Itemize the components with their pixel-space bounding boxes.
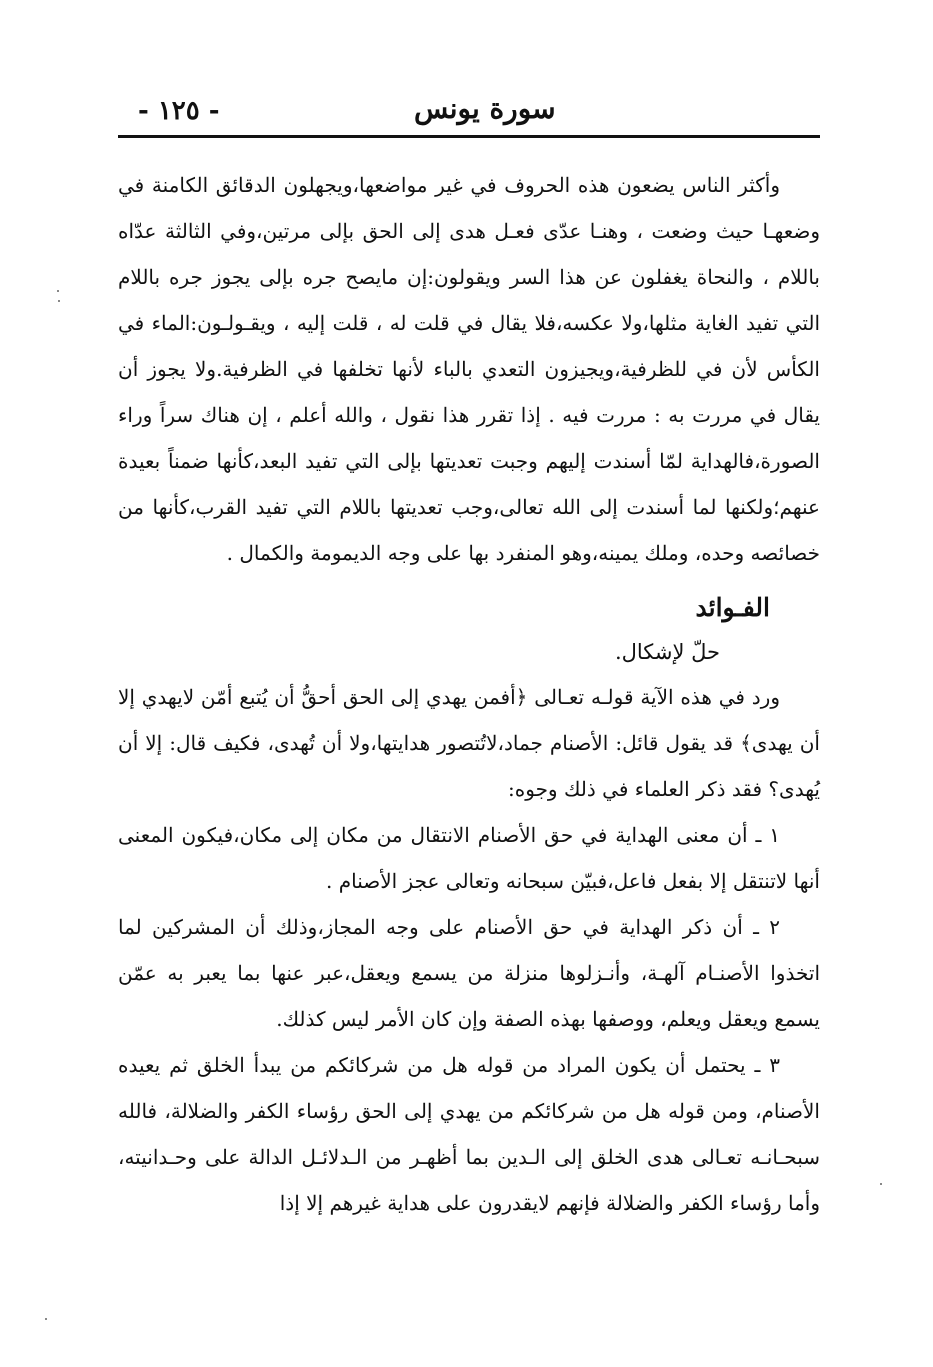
list-item-1: ١ ـ أن معنى الهداية في حق الأصنام الانتقال من مكان إلى مكان،فيكون المعنى أنها لاتنتقل إلا بفعل فاعل،فبيّن سبحانه وتعالى عجز الأصنام .: [118, 823, 820, 893]
page-body: [118, 162, 820, 1226]
scan-speck: [45, 1318, 47, 1320]
scan-speck: [58, 300, 60, 302]
scan-speck: [57, 290, 59, 292]
list-item-2: ٢ ـ أن ذكر الهداية في حق الأصنام على وجه المجاز،وذلك أن المشركين لما اتخذوا الأصنـام آلهـة، وأنـزلوها منزلة من يسمع ويعقل،عبر عنها بما يعبر به عمّن يسمع ويعقل ويعلم، ووصفها بهذه الصفة وإن كان الأمر ليس كذلك.: [118, 915, 820, 1031]
list-item-3: ٣ ـ يحتمل أن يكون المراد من قوله هل من شركائكم من يبدأ الخلق ثم يعيده الأصنام، ومن قوله هل من شركائكم من يهدي إلى الحق رؤساء الكفر والضلالة، فالله سبحـانـه تعـالى هدى الخلق إلى الـدين بما أظهـر من الـدلائـل الدالة على وحـدانيته، وأما رؤساء الكفر والضلالة فإنهم لايقدرون على هداية غيرهم إلا إذا: [118, 1053, 820, 1215]
paragraph-intro: وأكثر الناس يضعون هذه الحروف في غير مواضعها،ويجهلون الدقائق الكامنة في وضعهـا حيث وضعت ، وهنـا عدّى فعـل هدى إلى الحق بإلى مرتين،وفي الثالثة عدّاه باللام ، والنحاة يغفلون عن هذا السر ويقولون:إن مايصح جره بإلى يجوز جره باللام التي تفيد الغاية مثلها،ولا عكسه،فلا يقال في قلت له ، قلت إليه ، ويقـولـون:الماء في الكأس لأن في للظرفية،ويجيزون التعدي بالباء لأنها تخلفها في الظرفية.ولا يجوز أن يقال في مررت به : مررت فيه . إذا تقرر هذا نقول ، والله أعلم ، إن هناك سراً وراء الصورة،فالهداية لمّا أسندت إليهم وجبت تعديتها بإلى التي تفيد البعد،كأنها ضمناً بعيدة عنهم؛ولكنها لما أسندت إلى الله تعالى،وجب تعديتها باللام التي تفيد القرب،كأنها من خصائصه وحده، وملك يمينه،وهو المنفرد بها على وجه الديمومة والكمال .: [118, 173, 820, 565]
page-header: [118, 86, 820, 136]
paragraph-question: ورد في هذه الآية قولـه تعـالى ﴿أفمن يهدي إلى الحق أحقُّ أن يُتبع أمّن لايهدي إلا أن يهدى﴾ قد يقول قائل: الأصنام جماد،لاتُتصور هدايتها،ولا أن تُهدى، فكيف قال: إلا أن يُهدى؟ فقد ذكر العلماء في ذلك وجوه:: [118, 685, 820, 801]
section-heading: الفـوائد: [695, 593, 770, 622]
scan-speck: [880, 1183, 882, 1185]
header-rule: [118, 135, 820, 138]
page-number: - ١٢٥ -: [138, 96, 220, 126]
section-subheading: حلّ لإشكال.: [614, 640, 720, 664]
surah-title: سورة يونس: [414, 92, 556, 125]
